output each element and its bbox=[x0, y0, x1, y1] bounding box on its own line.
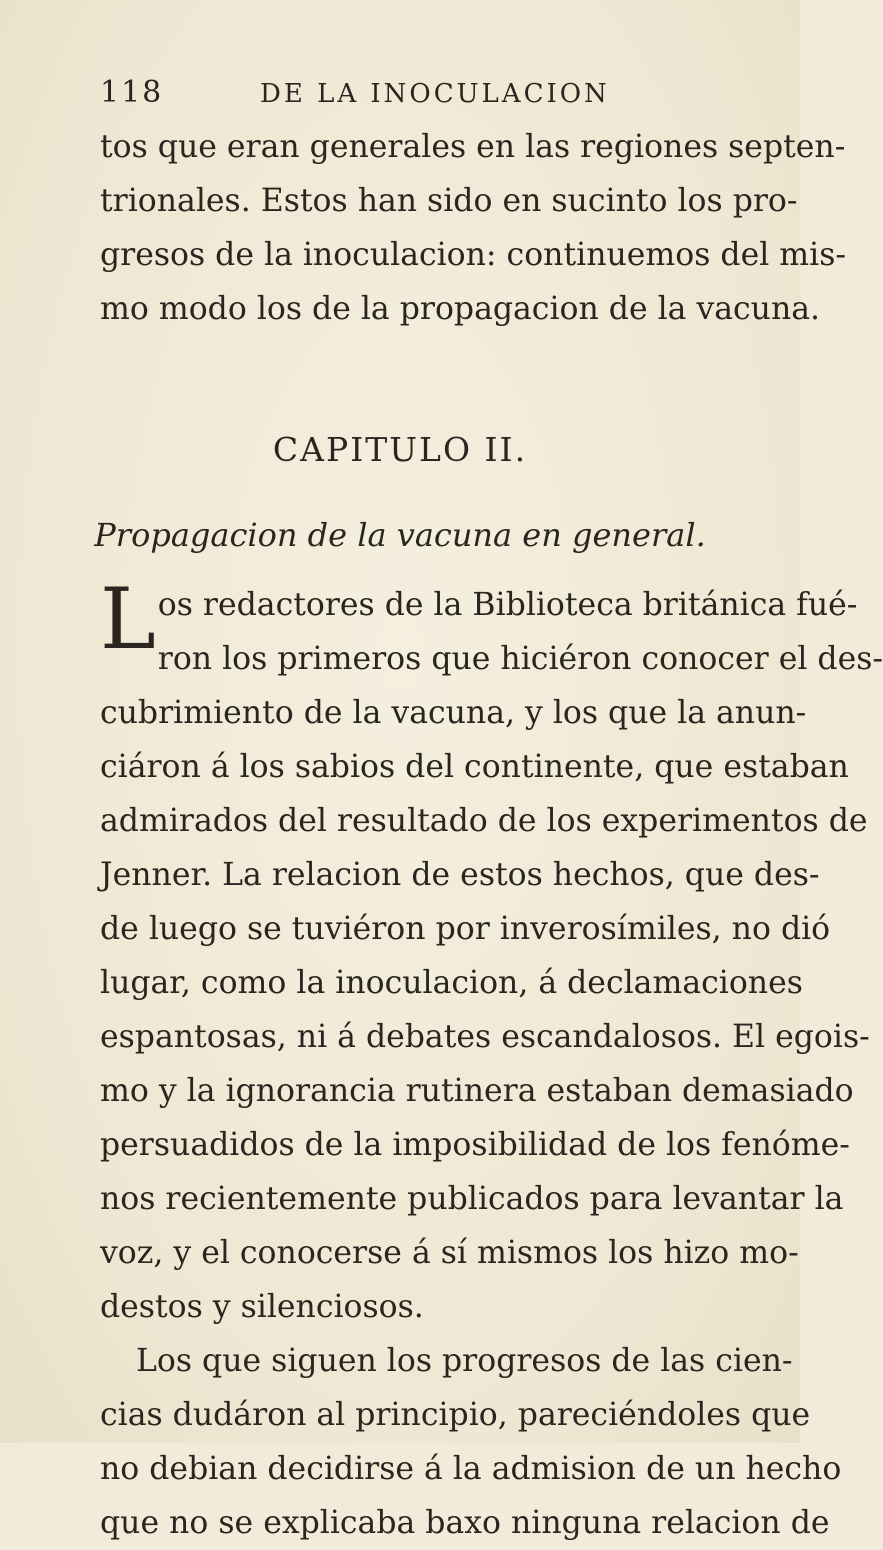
page-header bbox=[100, 75, 680, 115]
text-line: cias dudáron al principio, pareciéndoles que bbox=[100, 1397, 811, 1433]
text-line: nos recientemente publicados para levantar la bbox=[100, 1181, 844, 1217]
text-line: mo modo los de la propagacion de la vacuna. bbox=[100, 291, 821, 327]
top-paragraph bbox=[100, 120, 847, 336]
text-line: espantosas, ni á debates escandalosos. El egois- bbox=[100, 1019, 870, 1055]
chapter-heading: CAPITULO II. bbox=[272, 430, 528, 469]
main-paragraph bbox=[100, 570, 883, 1550]
text-line: cubrimiento de la vacuna, y los que la anun- bbox=[100, 695, 807, 731]
text-line: os redactores de la Biblioteca británica fué- bbox=[157, 587, 858, 623]
text-line: Los que siguen los progresos de las cien- bbox=[136, 1343, 793, 1379]
text-line: que no se explicaba baxo ninguna relacion de bbox=[100, 1505, 830, 1541]
text-line: mo y la ignorancia rutinera estaban demasiado bbox=[100, 1073, 854, 1109]
text-line: de luego se tuviéron por inverosímiles, no dió bbox=[100, 911, 831, 947]
text-line: lugar, como la inoculacion, á declamaciones bbox=[100, 965, 803, 1001]
chapter-subtitle: Propagacion de la vacuna en general. bbox=[94, 516, 706, 554]
page-number: 118 bbox=[100, 75, 164, 110]
text-line: tos que eran generales en las regiones septen- bbox=[100, 129, 846, 165]
text-line: ron los primeros que hiciéron conocer el des- bbox=[157, 641, 883, 677]
text-line: trionales. Estos han sido en sucinto los pro- bbox=[100, 183, 798, 219]
text-line: voz, y el conocerse á sí mismos los hizo mo- bbox=[100, 1235, 799, 1271]
text-line: destos y silenciosos. bbox=[100, 1289, 424, 1325]
text-line: persuadidos de la imposibilidad de los fenóme- bbox=[100, 1127, 850, 1163]
drop-cap: L bbox=[100, 570, 156, 668]
text-line: admirados del resultado de los experimentos de bbox=[100, 803, 868, 839]
text-line: ciáron á los sabios del continente, que estaban bbox=[100, 749, 849, 785]
text-line: Jenner. La relacion de estos hechos, que des- bbox=[100, 857, 820, 893]
text-line: no debian decidirse á la admision de un hecho bbox=[100, 1451, 842, 1487]
running-title: DE LA INOCULACION bbox=[260, 79, 610, 109]
text-line: gresos de la inoculacion: continuemos del mis- bbox=[100, 237, 847, 273]
